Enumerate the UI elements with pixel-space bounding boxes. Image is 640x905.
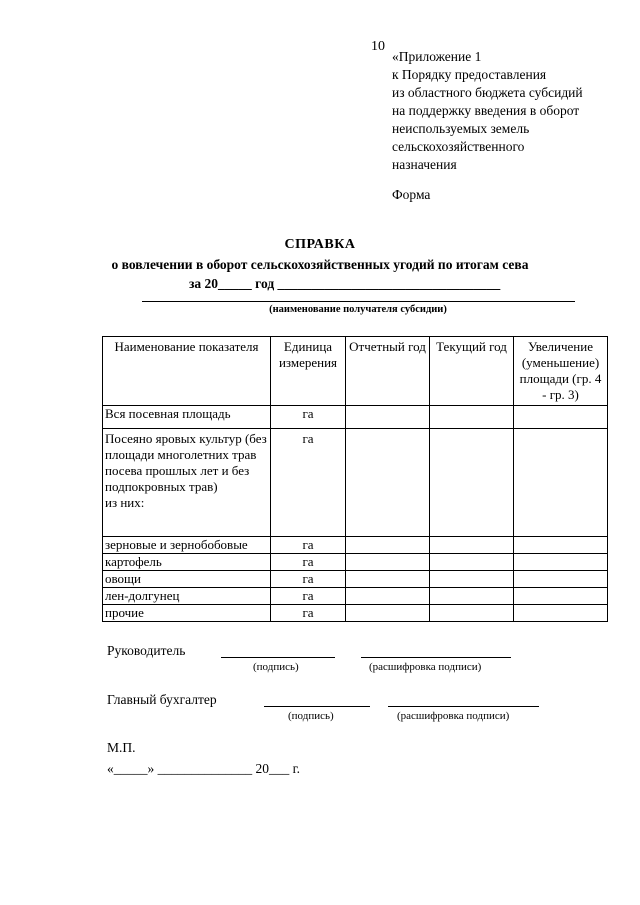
row-change[interactable]: [514, 537, 608, 554]
page-number: 10: [371, 39, 385, 54]
row-reported[interactable]: [346, 537, 430, 554]
table-row: [103, 406, 608, 429]
row-current[interactable]: [430, 605, 514, 622]
year-line: за 20_____ год _________________________________: [189, 276, 501, 291]
row-current[interactable]: [430, 554, 514, 571]
table-row: [103, 537, 608, 554]
row-change[interactable]: [514, 429, 608, 537]
row-change[interactable]: [514, 588, 608, 605]
row-current[interactable]: [430, 588, 514, 605]
table-row: [103, 429, 608, 537]
row-name: прочие: [103, 605, 271, 622]
row-name: овощи: [103, 571, 271, 588]
chief-accountant-label: Главный бухгалтер: [107, 692, 217, 707]
row-name: зерновые и зернобобовые: [103, 537, 271, 554]
appendix-line: неиспользуемых земель: [392, 121, 530, 136]
header-reported-year: Отчетный год: [346, 337, 430, 406]
row-reported[interactable]: [346, 429, 430, 537]
row-change[interactable]: [514, 605, 608, 622]
header-indicator: Наименование показателя: [103, 337, 271, 406]
head-signature-line[interactable]: [221, 657, 335, 658]
head-signature-caption: (подпись): [253, 661, 299, 673]
date-line: «_____» ______________ 20___ г.: [107, 761, 301, 776]
row-reported[interactable]: [346, 406, 430, 429]
row-current[interactable]: [430, 537, 514, 554]
appendix-line: из областного бюджета субсидий: [392, 85, 583, 100]
accountant-decoding-caption: (расшифровка подписи): [397, 710, 510, 722]
row-name: Вся посевная площадь: [103, 406, 271, 429]
row-unit: га: [271, 537, 346, 554]
accountant-decoding-line[interactable]: [388, 706, 539, 707]
appendix-line: «Приложение 1: [392, 49, 482, 64]
appendix-line: к Порядку предоставления: [392, 67, 547, 82]
appendix-block: [392, 48, 583, 174]
stamp-place: М.П.: [107, 740, 136, 755]
row-unit: га: [271, 554, 346, 571]
row-change[interactable]: [514, 406, 608, 429]
appendix-line: на поддержку введения в оборот: [392, 103, 580, 118]
appendix-line: сельскохозяйственного: [392, 139, 525, 154]
row-unit: га: [271, 406, 346, 429]
row-reported[interactable]: [346, 571, 430, 588]
document-subtitle: о вовлечении в оборот сельскохозяйственных угодий по итогам сева: [111, 257, 529, 272]
table-header-row: [103, 337, 608, 406]
header-change: Увеличение (уменьшение) площади (гр. 4 - гр. 3): [514, 337, 608, 406]
table-row: [103, 571, 608, 588]
crops-table: [102, 336, 608, 622]
row-reported[interactable]: [346, 588, 430, 605]
row-current[interactable]: [430, 571, 514, 588]
row-current[interactable]: [430, 429, 514, 537]
row-unit: га: [271, 605, 346, 622]
head-decoding-line[interactable]: [361, 657, 511, 658]
accountant-signature-caption: (подпись): [288, 710, 334, 722]
recipient-caption: (наименование получателя субсидии): [269, 304, 447, 315]
row-reported[interactable]: [346, 605, 430, 622]
row-reported[interactable]: [346, 554, 430, 571]
recipient-name-line: [142, 301, 575, 302]
accountant-signature-line[interactable]: [264, 706, 370, 707]
form-label: Форма: [392, 187, 431, 202]
row-change[interactable]: [514, 554, 608, 571]
row-name: лен-долгунец: [103, 588, 271, 605]
header-current-year: Текущий год: [430, 337, 514, 406]
row-change[interactable]: [514, 571, 608, 588]
head-label: Руководитель: [107, 643, 186, 658]
row-name: Посеяно яровых культур (без площади многолетних трав посева прошлых лет и без подпокровных трав) из них:: [103, 429, 271, 537]
head-decoding-caption: (расшифровка подписи): [369, 661, 482, 673]
table-row: [103, 588, 608, 605]
row-name: картофель: [103, 554, 271, 571]
appendix-line: назначения: [392, 157, 457, 172]
row-current[interactable]: [430, 406, 514, 429]
header-unit: Единица измерения: [271, 337, 346, 406]
row-unit: га: [271, 588, 346, 605]
document-title: СПРАВКА: [284, 237, 356, 252]
table-row: [103, 605, 608, 622]
row-unit: га: [271, 571, 346, 588]
table-row: [103, 554, 608, 571]
row-unit: га: [271, 429, 346, 537]
